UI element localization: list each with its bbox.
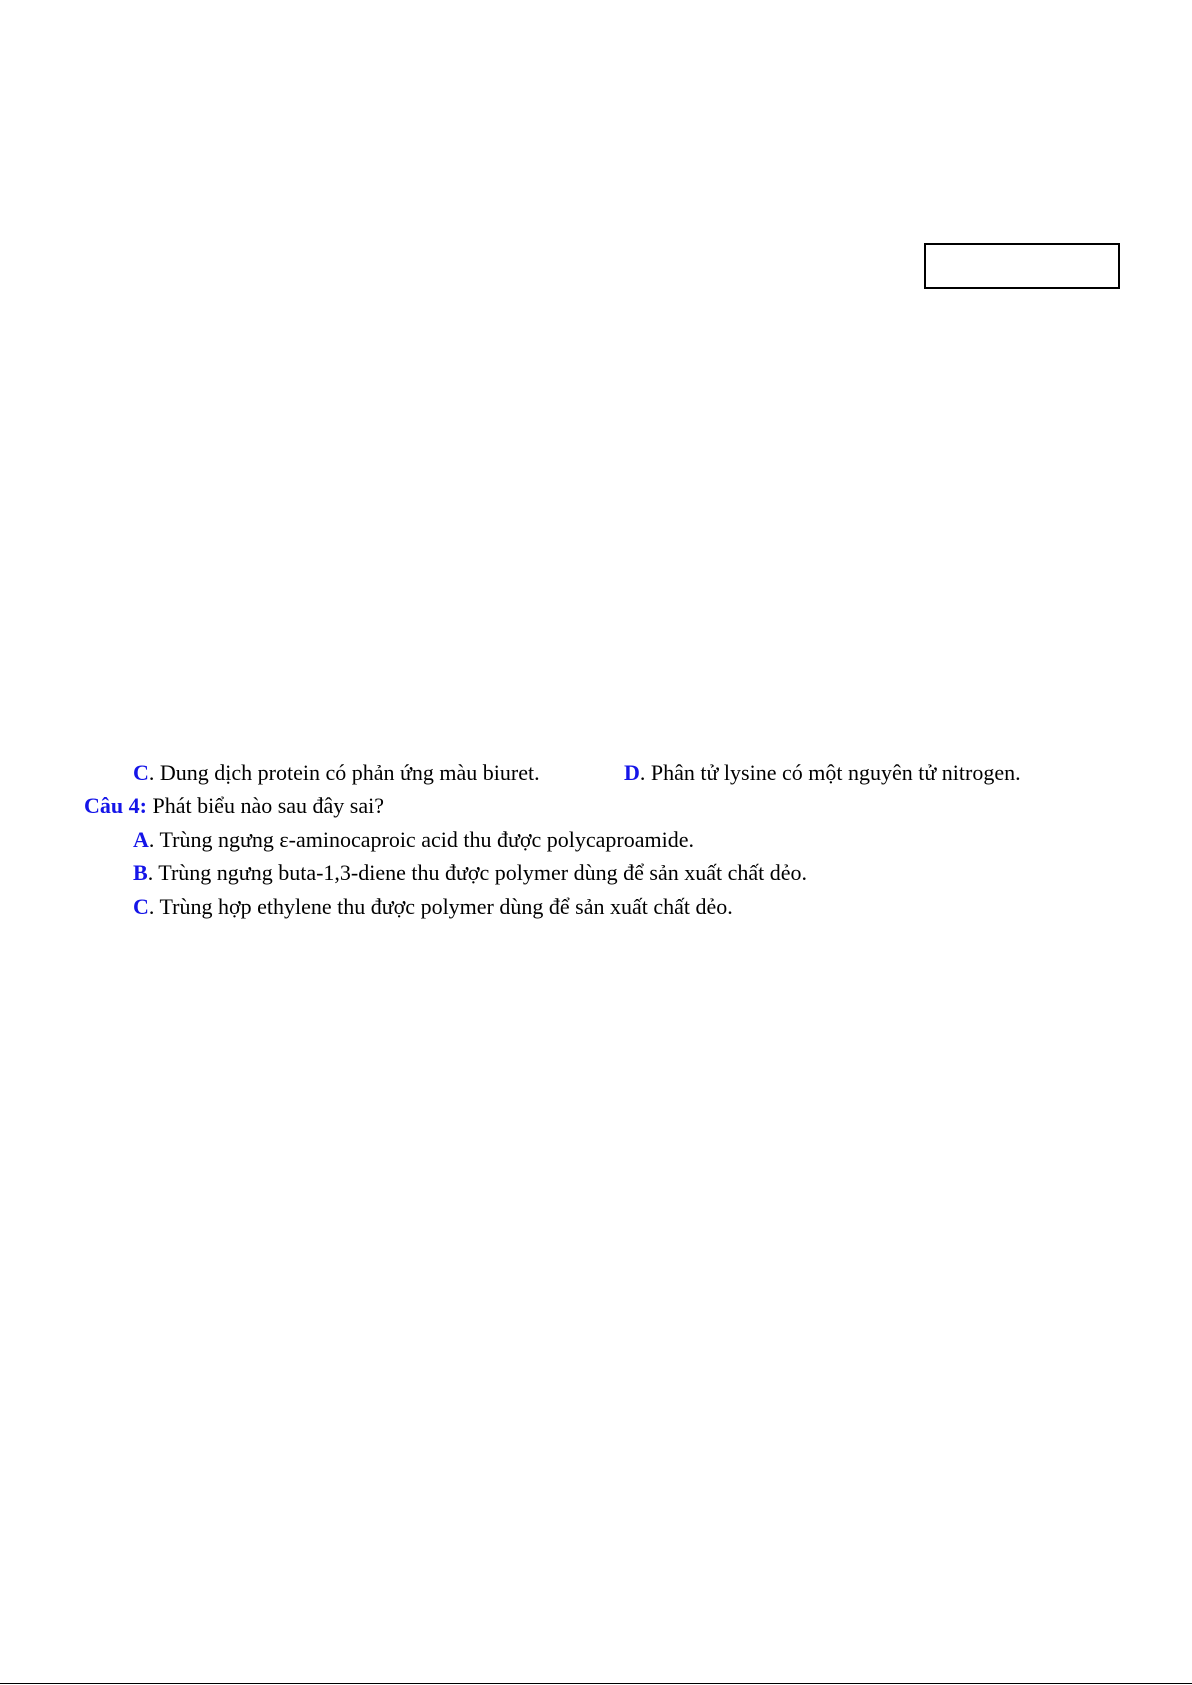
q3-option-d — [624, 759, 1021, 787]
q3-option-c — [133, 759, 540, 787]
option-text: . Trùng ngưng ε-aminocaproic acid thu được polycaproamide. — [148, 827, 694, 852]
option-letter: C — [133, 894, 149, 919]
option-letter: B — [133, 860, 148, 885]
option-text: . Phân tử lysine có một nguyên tử nitrogen. — [639, 760, 1021, 785]
q4-heading — [84, 792, 384, 820]
q4-option-c — [133, 893, 733, 921]
footer-divider — [0, 1683, 1192, 1684]
q4-option-a — [133, 826, 694, 854]
question-label: Câu 4: — [84, 793, 147, 818]
option-text: . Trùng ngưng buta-1,3-diene thu được polymer dùng để sản xuất chất dẻo. — [147, 860, 807, 885]
q4-option-b — [133, 859, 807, 887]
option-letter: C — [133, 760, 149, 785]
option-letter: D — [624, 760, 640, 785]
exam-code-box — [924, 243, 1120, 289]
question-prompt: Phát biểu nào sau đây sai? — [146, 793, 385, 818]
option-letter: A — [133, 827, 149, 852]
option-text: . Dung dịch protein có phản ứng màu biuret. — [148, 760, 540, 785]
option-text: . Trùng hợp ethylene thu được polymer dùng để sản xuất chất dẻo. — [148, 894, 733, 919]
